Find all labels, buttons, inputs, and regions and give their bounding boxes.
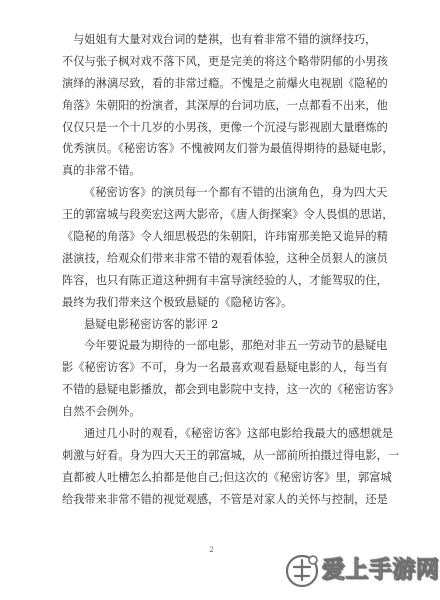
text-line: 不错的悬疑电影播放，都会到电影院中支持，这一次的《秘密访客》 [62,383,400,397]
text-line: 《秘密访客》的演员每一个都有不错的出演角色，身为四大天 [84,186,388,200]
text-line: 《隐秘的角落》令人细思极恐的朱朝阳，许玮甯那美艳又诡异的精 [62,230,388,244]
watermark-emblem-icon [282,552,322,590]
text-line: 仅仅只是一个十几岁的小男孩，更像一个沉浸与影视剧大量磨炼的 [62,120,388,134]
site-watermark-logo [282,552,440,590]
text-line: 与姐姐有大量对戏台词的楚祺，也有着非常不错的演绎技巧， [73,33,377,46]
text-line: 角落》朱朝阳的扮演者，其深厚的台词功底，一点都看不出来，他 [62,98,388,112]
text-line: 今年要说最为期待的一部电影，那绝对非五一劳动节的悬疑电 [84,339,388,353]
text-line: 给我带来非常不错的视觉观感，不管是对家人的关怀与控制，还是 [62,492,388,506]
page-number: 2 [209,546,214,554]
text-line: 最终为我们带来这个极致悬疑的《隐秘访客》。 [62,295,293,309]
text-line: 刺激与好看。身为四大天王的郭富城，从一部前所拍摄过得电影，一 [62,448,400,462]
section-heading: 悬疑电影秘密访客的影评 2 [84,317,219,331]
text-line: 阵容，也只有陈正道这种拥有丰富导演经验的人，才能驾驭的住， [62,273,388,287]
text-line: 不仅与张子枫对戏不落下风，更是完美的将这个略带阴郁的小男孩 [62,54,388,68]
text-line: 直都被人吐槽怎么拍都是他自己;但这次的《秘密访客》里，郭富城 [62,470,392,484]
text-line: 演绎的淋漓尽致，看的非常过瘾。不愧是之前爆火电视剧《隐秘的 [62,76,388,90]
text-line: 通过几小时的观看，《秘密访客》这部电影给我最大的感想就是 [84,427,394,441]
watermark-text: 爱上手游网 [322,557,440,583]
text-line: 影《秘密访客》不可，身为一名最喜欢观看悬疑电影的人，每当有 [62,361,388,375]
document-body [62,29,400,511]
text-line: 王的郭富城与段奕宏这两大影帝，《唐人街探案》令人畏惧的思诺， [62,208,394,222]
text-line: 自然不会例外。 [62,405,141,419]
text-line: 优秀演员。《秘密访客》不愧被网友们誉为最值得期待的悬疑电影， [62,142,394,156]
text-line: 真的非常不错。 [62,164,141,178]
text-line: 湛演技，给观众们带来非常不错的观看体验，这种全员狠人的演员 [62,251,388,265]
